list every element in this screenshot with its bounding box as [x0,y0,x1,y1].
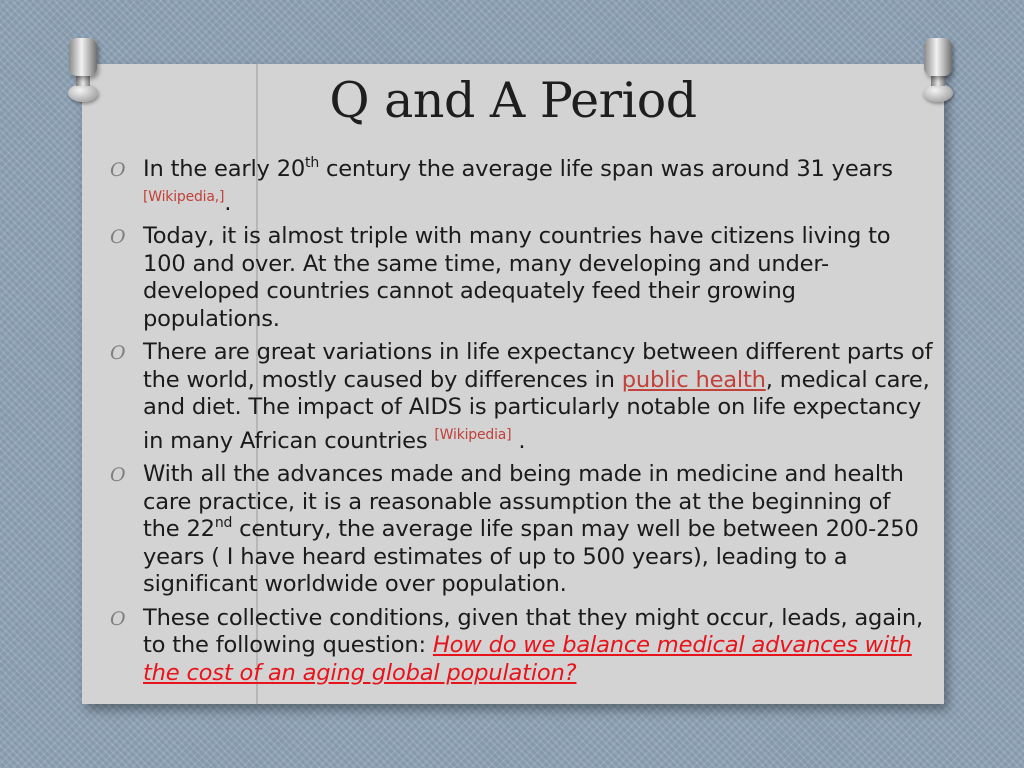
bullet-marker-icon: O [110,342,126,364]
highlighted-question: How do we balance medical advances with the cost of an aging global population? [143,632,912,686]
bullet-marker-icon: O [110,159,126,181]
slide-title: Q and A Period [329,72,697,129]
superscript: th [305,155,320,171]
bullet-item: O In the early 20th century the average life span was around 31 years [Wikipedia,]. [110,155,893,216]
bullet-item: O Today, it is almost triple with many countries have citizens living to 100 and over. At the same time, many developing and under-developed countries cannot adequately feed their growing populations. [110,223,891,332]
bullet-item: O With all the advances made and being made in medicine and health care practice, it is a reasonable assumption the at the beginning of the 22nd century, the average life span may well be between 200-250 years ( I have heard estimates of up to 500 years), leading to a significant worldwide over population. [110,461,919,597]
bullet-item: O There are great variations in life expectancy between different parts of the world, mostly caused by differences in public health, medical care, and diet. The impact of AIDS is particularly notable on life expectancy in many African countries [Wikipedia] . [110,339,933,454]
bullet-marker-icon: O [110,607,126,630]
bullet-item: O These collective conditions, given that they might occur, leads, again, to the following question: How do we balance medical advances with the cost of an aging global population? [110,604,924,686]
bullet-list [110,155,933,693]
citation-link[interactable]: [Wikipedia,] [143,188,225,205]
bullet-marker-icon: O [110,464,126,486]
citation-link[interactable]: [Wikipedia] [434,426,512,443]
public-health-link[interactable]: public health [621,366,766,393]
bullet-marker-icon: O [110,226,126,248]
superscript: nd [214,515,233,531]
